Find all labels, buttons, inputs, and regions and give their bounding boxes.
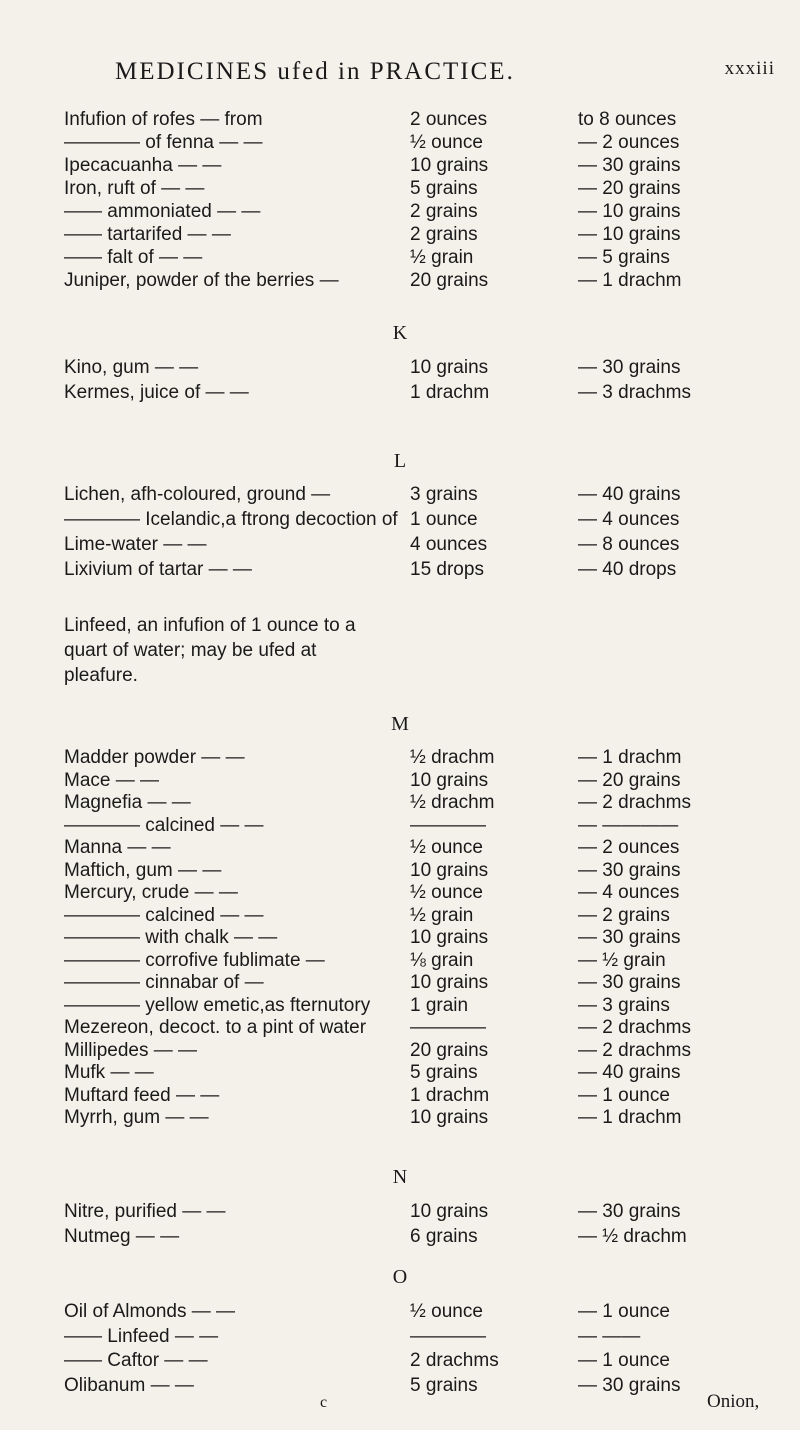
dose-max: — 30 grains bbox=[578, 972, 681, 993]
dose-min: 15 drops bbox=[410, 559, 484, 580]
medicine-name: Oil of Almonds — — bbox=[64, 1301, 236, 1322]
medicine-name: Kino, gum — — bbox=[64, 357, 199, 378]
medicine-name: Infufion of rofes — from bbox=[64, 109, 263, 130]
dose-max: — ½ drachm bbox=[578, 1226, 687, 1247]
dose-min: ½ ounce bbox=[410, 132, 483, 153]
table-row bbox=[0, 1061, 800, 1085]
dose-max: — 30 grains bbox=[578, 155, 681, 176]
table-row bbox=[0, 246, 800, 270]
dose-max: — 30 grains bbox=[578, 859, 681, 881]
medicine-name: —— Caftor — — bbox=[64, 1350, 208, 1371]
dose-max: — —— bbox=[578, 1325, 641, 1347]
dose-max: — 40 grains bbox=[578, 484, 681, 505]
dose-max: — 1 ounce bbox=[578, 1301, 670, 1322]
dose-max: — 1 drachm bbox=[578, 270, 682, 291]
dose-min: 1 drachm bbox=[410, 382, 490, 403]
dose-max: — 2 drachms bbox=[578, 792, 691, 813]
medicine-name: Magnefia — — bbox=[64, 792, 191, 813]
header-title: MEDICINES ufed in PRACTICE. bbox=[115, 58, 515, 85]
dose-min: ½ ounce bbox=[410, 1301, 483, 1322]
dose-min: ½ grain bbox=[410, 904, 474, 926]
dose-min: ½ ounce bbox=[410, 837, 483, 858]
table-row bbox=[0, 1374, 800, 1398]
medicine-name: Manna — — bbox=[64, 837, 171, 858]
medicine-name: Lixivium of tartar — — bbox=[64, 559, 252, 580]
dose-max: — 4 ounces bbox=[578, 509, 680, 530]
section-letter-o: O bbox=[392, 1266, 408, 1288]
section-letter-l: L bbox=[393, 450, 407, 472]
medicine-name: ———— calcined — — bbox=[64, 814, 264, 836]
medicine-name: Iron, ruft of — — bbox=[64, 178, 205, 199]
dose-min: 1 drachm bbox=[410, 1084, 490, 1106]
section-letter-m: M bbox=[391, 713, 409, 735]
table-row bbox=[0, 154, 800, 178]
dose-min: 2 grains bbox=[410, 201, 478, 222]
dose-min: 1 ounce bbox=[410, 509, 478, 530]
table-row bbox=[0, 1225, 800, 1249]
dose-max: — 30 grains bbox=[578, 927, 681, 948]
medicine-name: ———— with chalk — — bbox=[64, 927, 278, 948]
medicine-name: —— Linfeed — — bbox=[64, 1325, 219, 1347]
table-row bbox=[0, 1349, 800, 1373]
table-row bbox=[0, 508, 800, 532]
linfeed-paragraph: Linfeed, an infufion of 1 ounce to a quart of water; may be ufed at pleafure. bbox=[64, 615, 356, 686]
section-letter-k: K bbox=[392, 322, 408, 344]
table-row bbox=[0, 1300, 800, 1324]
dose-min: 5 grains bbox=[410, 178, 478, 199]
dose-min: 10 grains bbox=[410, 155, 489, 176]
dose-min: 10 grains bbox=[410, 859, 489, 881]
table-row bbox=[0, 356, 800, 380]
table-row bbox=[0, 859, 800, 883]
dose-min: ½ grain bbox=[410, 247, 474, 268]
medicine-name: Myrrh, gum — — bbox=[64, 1107, 209, 1128]
dose-min: 2 grains bbox=[410, 224, 478, 245]
dose-min: 6 grains bbox=[410, 1226, 478, 1247]
dose-min: ½ drachm bbox=[410, 747, 495, 768]
medicine-name: Lichen, afh-coloured, ground — bbox=[64, 484, 331, 505]
dose-max: — 10 grains bbox=[578, 224, 681, 245]
dose-min: 5 grains bbox=[410, 1374, 478, 1396]
dose-min: ———— bbox=[410, 1017, 486, 1038]
table-row bbox=[0, 1200, 800, 1224]
medicine-name: —— tartarifed — — bbox=[64, 224, 231, 245]
dose-max: — ———— bbox=[578, 814, 679, 836]
table-row bbox=[0, 836, 800, 860]
section-letter-n: N bbox=[392, 1166, 408, 1188]
table-row bbox=[0, 904, 800, 928]
dose-max: — 10 grains bbox=[578, 201, 681, 222]
dose-min: 20 grains bbox=[410, 1039, 489, 1061]
table-row bbox=[0, 881, 800, 905]
table-row bbox=[0, 814, 800, 838]
medicine-name: Juniper, powder of the berries — bbox=[64, 270, 339, 291]
dose-min: ⅛ grain bbox=[410, 949, 474, 971]
dose-min: 3 grains bbox=[410, 484, 478, 505]
medicine-name: Mezereon, decoct. to a pint of water bbox=[64, 1017, 367, 1038]
table-row bbox=[0, 1325, 800, 1349]
dose-min: 4 ounces bbox=[410, 534, 488, 555]
dose-max: — 20 grains bbox=[578, 178, 681, 199]
dose-min: ½ drachm bbox=[410, 792, 495, 813]
table-row bbox=[0, 769, 800, 793]
table-row bbox=[0, 926, 800, 950]
medicine-name: ———— of fenna — — bbox=[64, 132, 263, 153]
dose-min: 10 grains bbox=[410, 972, 489, 993]
medicine-name: Kermes, juice of — — bbox=[64, 382, 249, 403]
medicine-name: Millipedes — — bbox=[64, 1039, 198, 1061]
medicine-name: ———— corrofive fublimate — bbox=[64, 949, 325, 971]
page-number: xxxiii bbox=[724, 58, 775, 79]
medicine-name: Nitre, purified — — bbox=[64, 1201, 226, 1222]
dose-max: — 1 ounce bbox=[578, 1350, 670, 1371]
catchword: Onion, bbox=[707, 1391, 760, 1412]
table-row bbox=[0, 131, 800, 155]
dose-min: ½ ounce bbox=[410, 882, 483, 903]
medicine-name: Mercury, crude — — bbox=[64, 882, 238, 903]
dose-max: — 8 ounces bbox=[578, 534, 680, 555]
dose-min: 10 grains bbox=[410, 1107, 489, 1128]
medicine-name: ———— cinnabar of — bbox=[64, 972, 264, 993]
dose-max: — 2 grains bbox=[578, 904, 670, 926]
medicine-name: Muftard feed — — bbox=[64, 1084, 220, 1106]
table-row bbox=[0, 533, 800, 557]
table-row bbox=[0, 791, 800, 815]
table-row bbox=[0, 483, 800, 507]
dose-max: — 40 grains bbox=[578, 1062, 681, 1083]
table-row bbox=[0, 381, 800, 405]
medicine-name: —— falt of — — bbox=[64, 247, 203, 268]
medicine-name: Mace — — bbox=[64, 769, 160, 791]
table-row bbox=[0, 177, 800, 201]
dose-max: — 3 drachms bbox=[578, 382, 691, 403]
dose-max: — 2 ounces bbox=[578, 132, 680, 153]
dose-max: — 4 ounces bbox=[578, 882, 680, 903]
table-row bbox=[0, 1106, 800, 1130]
table-row bbox=[0, 108, 800, 132]
dose-max: — 40 drops bbox=[578, 559, 677, 580]
table-row bbox=[0, 558, 800, 582]
dose-max: — 1 drachm bbox=[578, 747, 682, 768]
medicine-name: Olibanum — — bbox=[64, 1374, 194, 1396]
table-row bbox=[0, 1039, 800, 1063]
dose-max: to 8 ounces bbox=[578, 109, 677, 130]
table-row bbox=[0, 223, 800, 247]
medicine-name: Ipecacuanha — — bbox=[64, 155, 222, 176]
running-header bbox=[115, 58, 775, 98]
dose-min: 1 grain bbox=[410, 994, 469, 1016]
medicine-name: ———— calcined — — bbox=[64, 904, 264, 926]
signature-mark: c bbox=[320, 1394, 328, 1411]
medicine-name: Madder powder — — bbox=[64, 747, 245, 768]
dose-min: ———— bbox=[410, 814, 486, 836]
medicine-name: Maftich, gum — — bbox=[64, 859, 222, 881]
dose-max: — 2 drachms bbox=[578, 1039, 691, 1061]
medicine-name: ———— yellow emetic,as fternutory bbox=[64, 994, 371, 1016]
dose-max: — ½ grain bbox=[578, 949, 666, 971]
medicine-name: Lime-water — — bbox=[64, 534, 207, 555]
medicine-name: Mufk — — bbox=[64, 1062, 154, 1083]
dose-min: 10 grains bbox=[410, 769, 489, 791]
dose-max: — 30 grains bbox=[578, 357, 681, 378]
table-row bbox=[0, 269, 800, 293]
dose-min: 10 grains bbox=[410, 357, 489, 378]
medicine-name: ———— Icelandic,a ftrong decoction of bbox=[64, 509, 398, 530]
dose-max: — 30 grains bbox=[578, 1374, 681, 1396]
table-row bbox=[0, 1016, 800, 1040]
table-row bbox=[0, 746, 800, 770]
dose-max: — 1 drachm bbox=[578, 1107, 682, 1128]
dose-min: 2 drachms bbox=[410, 1350, 499, 1371]
dose-min: 10 grains bbox=[410, 927, 489, 948]
table-row bbox=[0, 994, 800, 1018]
dose-min: 2 ounces bbox=[410, 109, 488, 130]
dose-max: — 20 grains bbox=[578, 769, 681, 791]
dose-max: — 3 grains bbox=[578, 994, 670, 1016]
dose-max: — 30 grains bbox=[578, 1201, 681, 1222]
table-row bbox=[0, 971, 800, 995]
table-row bbox=[0, 949, 800, 973]
dose-min: 20 grains bbox=[410, 270, 489, 291]
dose-max: — 1 ounce bbox=[578, 1084, 670, 1106]
dose-min: 10 grains bbox=[410, 1201, 489, 1222]
medicine-name: —— ammoniated — — bbox=[64, 201, 261, 222]
dose-min: ———— bbox=[410, 1325, 486, 1347]
dose-min: 5 grains bbox=[410, 1062, 478, 1083]
dose-max: — 5 grains bbox=[578, 247, 670, 268]
table-row bbox=[0, 200, 800, 224]
dose-max: — 2 drachms bbox=[578, 1017, 691, 1038]
dose-max: — 2 ounces bbox=[578, 837, 680, 858]
table-row bbox=[0, 1084, 800, 1108]
medicine-name: Nutmeg — — bbox=[64, 1226, 180, 1247]
